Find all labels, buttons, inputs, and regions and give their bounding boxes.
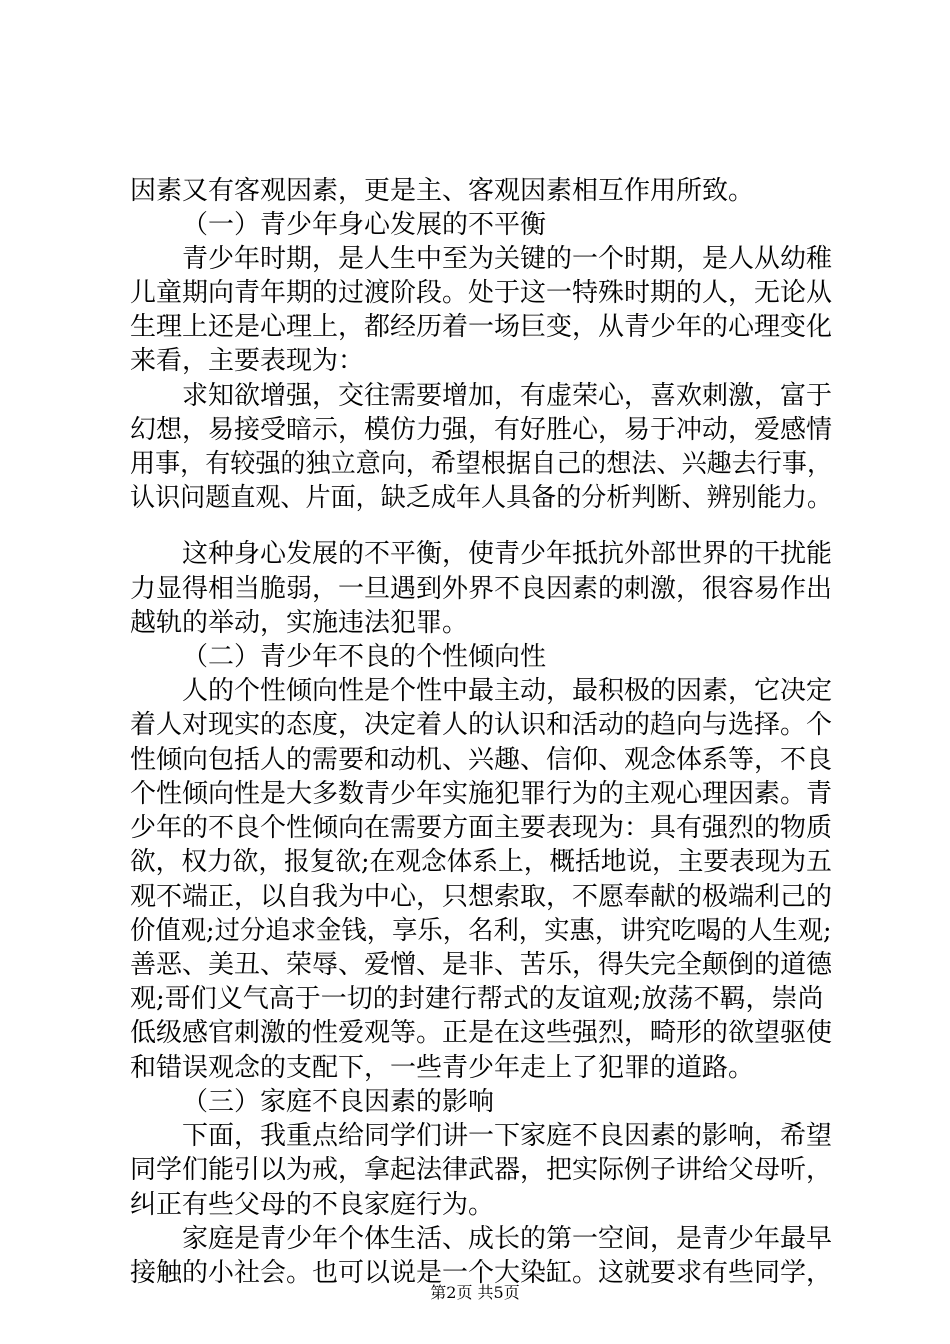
text-line: 着人对现实的态度，决定着人的认识和活动的趋向与选择。个: [130, 710, 833, 740]
text-line: 接触的小社会。也可以说是一个大染缸。这就要求有些同学，: [130, 1258, 833, 1288]
page-number: 第2页 共5页: [430, 1283, 520, 1302]
text-line: 纠正有些父母的不良家庭行为。: [130, 1190, 495, 1220]
text-line: 力显得相当脆弱，一旦遇到外界不良因素的刺激，很容易作出: [130, 574, 833, 604]
section-heading: （二）青少年不良的个性倾向性: [182, 642, 547, 672]
section-heading: （一）青少年身心发展的不平衡: [182, 210, 547, 240]
text-line: 越轨的举动，实施违法犯罪。: [130, 608, 469, 638]
text-line: 儿童期向青年期的过渡阶段。处于这一特殊时期的人，无论从: [130, 278, 833, 308]
text-line: 低级感官刺激的性爱观等。正是在这些强烈，畸形的欲望驱使: [130, 1018, 833, 1048]
text-line: 性倾向包括人的需要和动机、兴趣、信仰、观念体系等，不良: [130, 745, 833, 775]
text-line: 下面，我重点给同学们讲一下家庭不良因素的影响，希望: [182, 1121, 833, 1151]
text-line: 因素又有客观因素，更是主、客观因素相互作用所致。: [130, 176, 755, 206]
text-line: 家庭是青少年个体生活、成长的第一空间，是青少年最早: [182, 1224, 833, 1254]
text-line: 观不端正，以自我为中心，只想索取，不愿奉献的极端利己的: [130, 882, 833, 912]
text-line: 用事，有较强的独立意向，希望根据自己的想法、兴趣去行事，: [130, 449, 833, 479]
text-line: 青少年时期，是人生中至为关键的一个时期，是人从幼稚: [182, 244, 833, 274]
text-line: 少年的不良个性倾向在需要方面主要表现为：具有强烈的物质: [130, 813, 833, 843]
section-heading: （三）家庭不良因素的影响: [182, 1087, 495, 1117]
text-line: 欲，权力欲，报复欲;在观念体系上，概括地说，主要表现为五: [130, 847, 832, 877]
text-line: 观;哥们义气高于一切的封建行帮式的友谊观;放荡不羁，崇尚: [130, 984, 824, 1014]
text-line: 求知欲增强，交往需要增加，有虚荣心，喜欢刺激，富于: [182, 381, 833, 411]
text-line: 生理上还是心理上，都经历着一场巨变，从青少年的心理变化: [130, 312, 833, 342]
text-line: 个性倾向性是大多数青少年实施犯罪行为的主观心理因素。青: [130, 779, 833, 809]
text-line: 人的个性倾向性是个性中最主动，最积极的因素，它决定: [182, 676, 833, 706]
text-line: 善恶、美丑、荣辱、爱憎、是非、苦乐，得失完全颠倒的道德: [130, 950, 833, 980]
text-line: 这种身心发展的不平衡，使青少年抵抗外部世界的干扰能: [182, 539, 833, 569]
text-line: 价值观;过分追求金钱，享乐，名利，实惠，讲究吃喝的人生观;: [130, 916, 832, 946]
text-line: 同学们能引以为戒，拿起法律武器，把实际例子讲给父母听，: [130, 1155, 833, 1185]
text-line: 和错误观念的支配下，一些青少年走上了犯罪的道路。: [130, 1053, 755, 1083]
text-line: 幻想，易接受暗示，模仿力强，有好胜心，易于冲动，爱感情: [130, 415, 833, 445]
text-line: 认识问题直观、片面，缺乏成年人具备的分析判断、辨别能力。: [130, 483, 833, 513]
text-line: 来看，主要表现为：: [130, 346, 365, 376]
